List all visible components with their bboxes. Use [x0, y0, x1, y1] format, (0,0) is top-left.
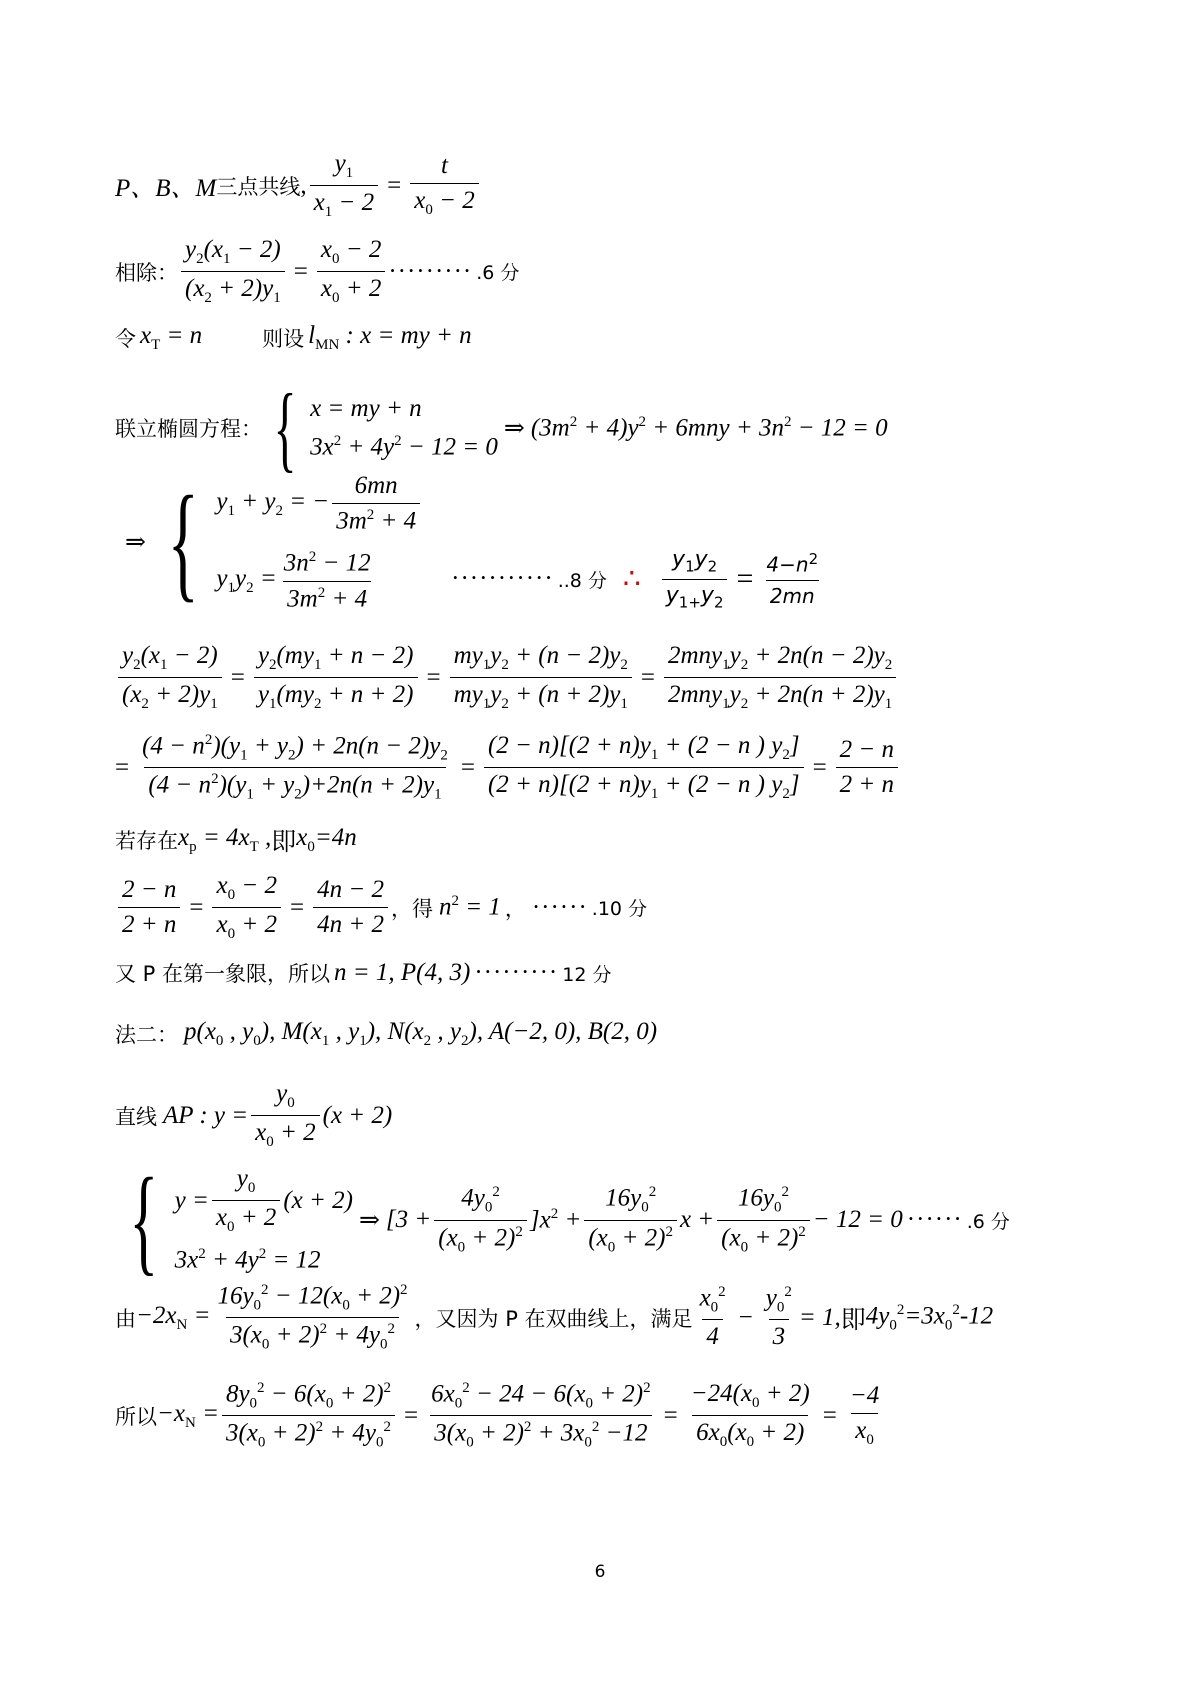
line-solve-n: $\frac{2 - n}{2 + n}$ = $\frac{x_0 - 2}{x_0 + 2}$ = $\frac{4n - 2}{4n + 2}$ ，得 $n^2 = 1$ ， ······ .10 分 — [115, 872, 647, 943]
line-method-two: 法二： $p(x_0$ , $y_0$), $M(x_1$ , $y_1$), $N(x_2$ , $y_2$), A(−2, 0), B(2, 0) — [115, 1018, 658, 1049]
score-label: .6 分 — [966, 1210, 1010, 1233]
fraction: $\frac{y_1}{x_1 - 2}$ — [310, 150, 378, 221]
line-so: 所以 $-x_N$ = $\frac{8y_0^2 - 6(x_0 + 2)^2}{3(x_0 + 2)^2 + 4y_0^2}$ = $\frac{6x_0^2 - 24 - 6(x_0 + 2)^2}{3(x_0 + 2)^2 + 3x_0^2 -12}$ = $\frac{-24(x_0 + 2)}{6x_0(x_0 + 2)}$ = $\frac{-4}{x_0}$ — [115, 1380, 880, 1451]
line-system: 联立椭圆方程： { x = my + n $3x^2 + 4y^2 - 12 = 0$ ⇒ $(3m^2 + 4)y^2 + 6mny + 3n^2 - 12 = 0$ — [115, 374, 888, 481]
line-label: 直线 — [115, 1104, 157, 1129]
line-ap: 直线 AP : y = $\frac{y_0}{x_0 + 2}$ (x + 2) — [115, 1080, 393, 1150]
line-xn: 由 $-2x_N$ = $\frac{16y_0^2 - 12(x_0 + 2)^2}{3(x_0 + 2)^2 + 4y_0^2}$ ，又因为 P 在双曲线上，满足 $\frac{x_0^2}{4}$ − $\frac{y_0^2}{3}$ = 1, 即 $4y_0^2=3x_0^2-12$ — [115, 1282, 994, 1353]
fraction: $\frac{t}{x_0 - 2}$ — [410, 152, 478, 219]
let-label: 令 — [115, 327, 136, 351]
fraction: $\frac{y_2(x_1 - 2)}{(x_2 + 2)y_1}$ — [181, 236, 285, 307]
set-label: 则设 — [262, 327, 305, 351]
from-label: 由 — [115, 1306, 136, 1331]
score-label: .10 分 — [591, 898, 648, 920]
line-system-2: { y = $\frac{y_0}{x_0 + 2}$ (x + 2) $3x^2 + 4y^2 = 12$ ⇒ [3 + $\frac{4y_0^2}{(x_0 + 2)^2}$ ]$x^2$ + $\frac{16y_0^2}{(x_0 + 2)^2}$ x + $\frac{16y_0^2}{(x_0 + 2)^2}$ − 12 = 0 ······ .6 分 — [129, 1153, 1010, 1286]
therefore-symbol: ∴ — [622, 564, 641, 596]
fraction: $\frac{x_0 - 2}{x_0 + 2}$ — [317, 236, 385, 307]
page-number: 6 — [594, 1562, 606, 1582]
divide-label: 相除： — [115, 260, 178, 285]
score-label: .6 分 — [476, 262, 520, 284]
quadrant-label: 又 P 在第一象限，所以 — [115, 962, 331, 986]
get-label: ，得 — [390, 896, 433, 921]
points-label: P、B、M — [115, 174, 217, 202]
collinear-label: 三点共线 — [216, 174, 301, 199]
method-two-label: 法二： — [115, 1023, 178, 1047]
hyperbola-label: ，又因为 P 在双曲线上，满足 — [414, 1306, 693, 1331]
exists-label: 若存在 — [115, 829, 178, 853]
line-exists: 若存在 $x_p = 4x_T$ , 即 $x_0=4n$ — [115, 824, 357, 856]
score-label: 12 分 — [562, 963, 612, 986]
so-label: 所以 — [115, 1404, 157, 1429]
line-ratio-1: $\frac{y_2(x_1 - 2)}{(x_2 + 2)y_1}$ = $\frac{y_2(my_1 + n - 2)}{y_1(my_2 + n + 2)}$ = $\frac{my_1y_2 + (n - 2)y_2}{my_1y_2 + (n + 2)y_1}$ = $\frac{2mny_1y_2 + 2n(n - 2)y_2}{2mny_1y_2 + 2n(n + 2)y_1}$ — [115, 642, 899, 713]
line-ratio-2: = $\frac{(4 - n^2)(y_1 + y_2) + 2n(n - 2)y_2}{(4 - n^2)(y_1 + y_2)+2n(n + 2)y_1}$ = $\frac{(2 - n)[(2 + n)y_1 + (2 - n ) y_2]}{(2 + n)[(2 + n)y_1 + (2 - n ) y_2]}$ = $\frac{2 - n}{2 + n}$ — [115, 732, 901, 804]
line-let: 令 $x_T = n$ 则设 $l_{MN}$ : x = my + n — [115, 322, 472, 353]
line-divide: 相除： $\frac{y_2(x_1 - 2)}{(x_2 + 2)y_1}$ = $\frac{x_0 - 2}{x_0 + 2}$ ········· .6 分 — [115, 236, 520, 306]
line-vieta: ⇒ { $y_1 + y_2$ = − $\frac{6mn}{3m^2 + 4}$ $y_1y_2$ = $\frac{3n^2 - 12}{3m^2 + 4}$ ··········· ..8 分 ∴ $\frac{y_1y_2}{y_{1+}y_2}$ = $\frac{4-n^2}{2mn}$ — [125, 470, 819, 615]
line-collinear: P、B、M 三点共线 , $\frac{y_1}{x_1 - 2}$ = $\frac{t}{x_0 - 2}$ — [115, 150, 482, 221]
score-label: ..8 分 — [557, 569, 607, 592]
system-label: 联立椭圆方程： — [115, 417, 262, 441]
line-first-quadrant: 又 P 在第一象限，所以 n = 1, P(4, 3) ········· 12 分 — [115, 959, 612, 986]
